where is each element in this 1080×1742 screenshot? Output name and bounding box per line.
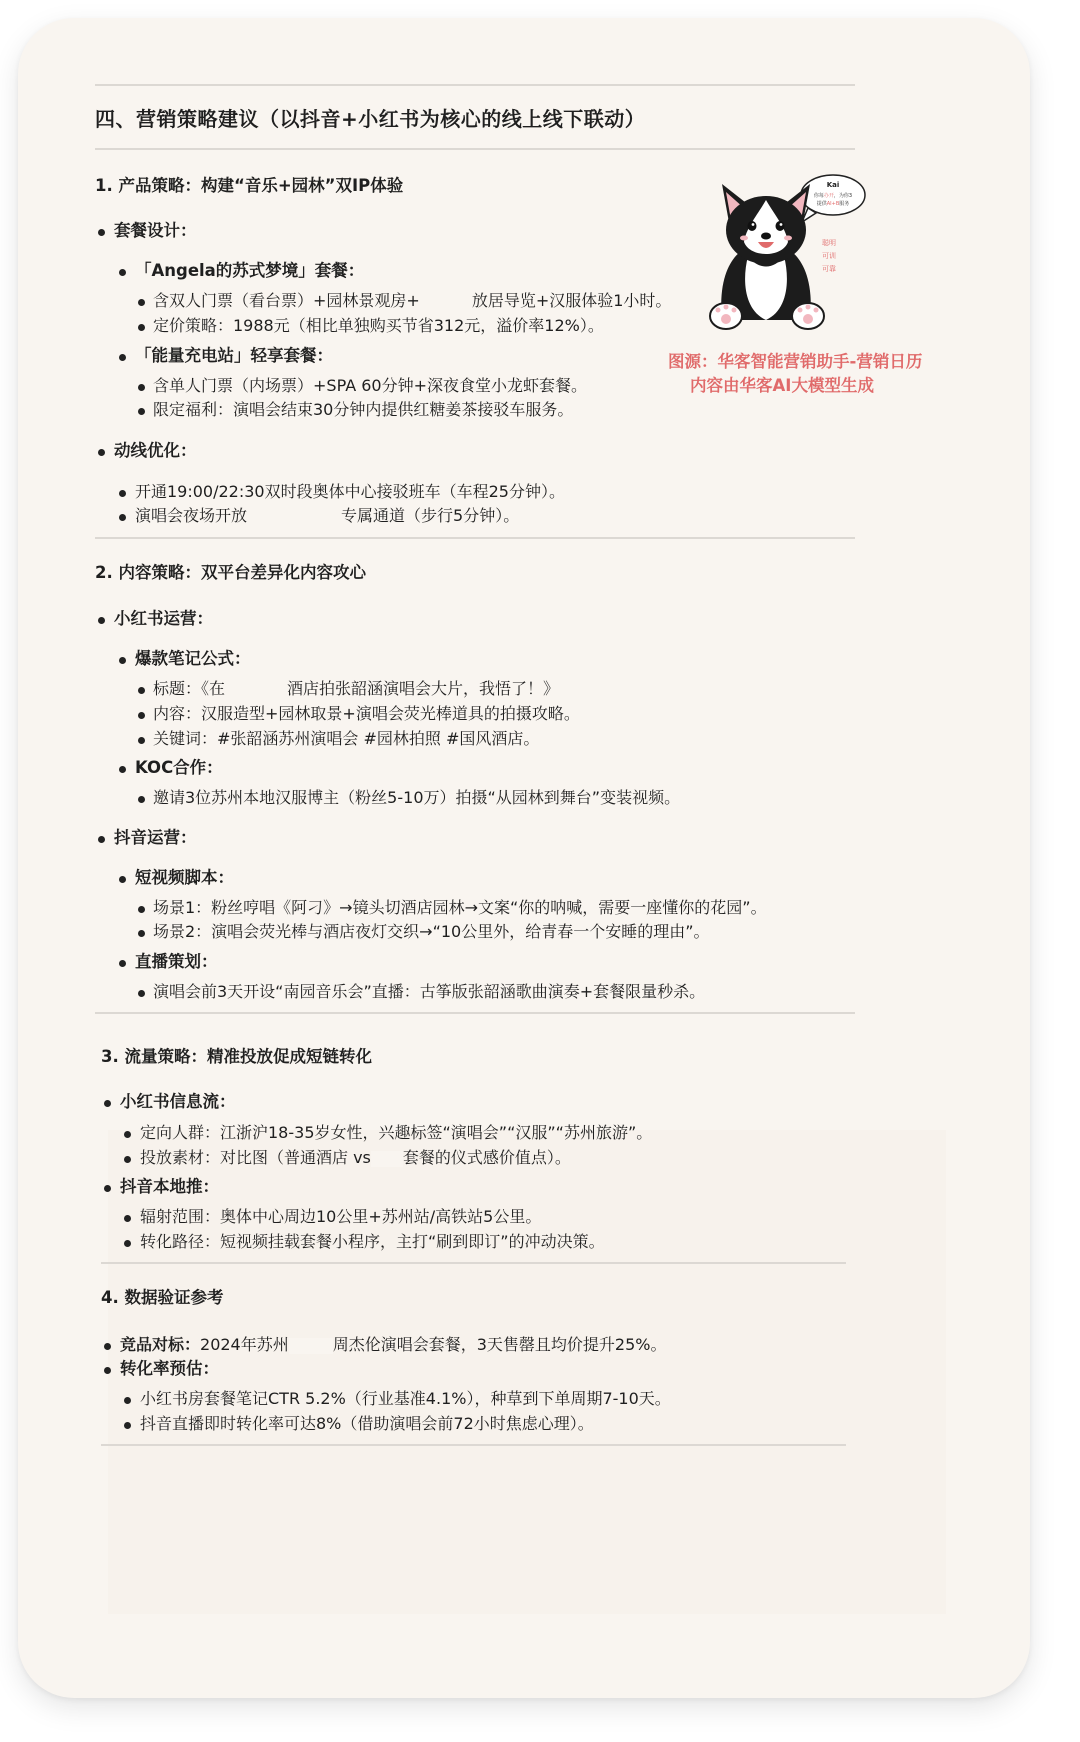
script-item-2: 场景2：演唱会荧光棒与酒店夜灯交织→“10公里外，给青春一个安睡的理由”。 [153,922,710,941]
divider [95,148,855,150]
package-b-title: 「能量充电站」轻享套餐： [135,346,333,365]
flow-item-1: 开通19:00/22:30双时段奥体中心接驳班车（车程25分钟）。 [135,482,565,501]
formula-item-2: 内容：汉服造型+园林取景+演唱会荧光棒道具的拍摄攻略。 [153,704,580,723]
script-title: 短视频脚本： [135,868,234,887]
douyin-local-item-1: 辐射范围：奥体中心周边10公里+苏州站/高铁站5公里。 [140,1207,542,1226]
bullet [138,906,145,913]
bubble-name: Kai [826,181,840,189]
script-item-1: 场景1：粉丝哼唱《阿刁》→镜头切酒店园林→文案“你的呐喊，需要一座懂你的花园”。 [153,898,767,917]
section-panel [108,1130,946,1614]
flow-title: 动线优化： [114,441,197,460]
bullet [138,990,145,997]
mascot-tag: 可训 [822,252,836,260]
bullet [138,737,145,744]
douyin-ops-title: 抖音运营： [114,828,197,847]
image-source-line-2: 内容由华客AI大模型生成 [690,376,874,395]
bullet [119,657,126,664]
formula-item-3: 关键词：#张韶涵苏州演唱会 #园林拍照 #国风酒店。 [153,729,540,748]
package-b-item-2: 限定福利：演唱会结束30分钟内提供红糖姜茶接驳车服务。 [153,400,574,419]
package-a-item-1: 含双人门票（看台票）+园林景观房+ 放居导览+汉服体验1小时。 [153,291,672,310]
bullet [124,1156,131,1163]
bubble-line-2: 提供AI+B服务 [816,201,850,207]
xhs-ops-title: 小红书运营： [114,609,213,628]
divider [101,1262,846,1264]
bullet [138,930,145,937]
bullet [104,1367,111,1374]
bullet [104,1100,111,1107]
bullet [138,299,145,306]
bullet [98,229,105,236]
bullet [138,384,145,391]
bullet [124,1215,131,1222]
bullet [104,1343,111,1350]
conversion-item-1: 小红书房套餐笔记CTR 5.2%（行业基准4.1%），种草到下单周期7-10天。 [140,1389,671,1408]
divider [95,1012,855,1014]
formula-title: 爆款笔记公式： [135,649,251,668]
conversion-item-2: 抖音直播即时转化率可达8%（借助演唱会前72小时焦虑心理）。 [140,1414,594,1433]
formula-item-1: 标题：《在 酒店拍张韶涵演唱会大片，我悟了！》 [153,679,560,698]
benchmark-item: 竞品对标：2024年苏州 周杰伦演唱会套餐，3天售罄且均价提升25%。 [120,1335,667,1354]
douyin-local-item-2: 转化路径：短视频挂载套餐小程序，主打“刷到即订”的冲动决策。 [140,1232,605,1251]
bubble-line-1: 你每办开，为你3 [813,193,853,199]
bullet [119,876,126,883]
bullet [138,796,145,803]
section-title-traffic: 3. 流量策略：精准投放促成短链转化 [101,1047,372,1066]
package-design-label: 套餐设计： [114,221,197,240]
divider [101,1444,846,1446]
live-title: 直播策划： [135,952,218,971]
image-source-line-1: 图源：华客智能营销助手-营销日历 [668,352,923,371]
section-title-content: 2. 内容策略：双平台差异化内容攻心 [95,563,366,582]
conversion-title: 转化率预估： [120,1359,219,1378]
mascot-dog-illustration [700,170,880,340]
page-title: 四、营销策略建议（以抖音+小红书为核心的线上线下联动） [95,107,646,131]
mascot-tag: 可靠 [822,265,836,273]
bullet [138,687,145,694]
bullet [138,408,145,415]
bullet [119,766,126,773]
bullet [124,1422,131,1429]
bullet [119,354,126,361]
bullet [119,514,126,521]
package-a-title: 「Angela的苏式梦境」套餐： [135,261,365,280]
douyin-local-title: 抖音本地推： [120,1177,219,1196]
mascot-tag: 聪明 [822,239,836,247]
bullet [98,617,105,624]
section-title-product: 1. 产品策略：构建“音乐+园林”双IP体验 [95,176,404,195]
koc-item-1: 邀请3位苏州本地汉服博主（粉丝5-10万）拍摄“从园林到舞台”变装视频。 [153,788,681,807]
bullet [124,1397,131,1404]
xhs-feed-title: 小红书信息流： [120,1092,236,1111]
bullet [124,1131,131,1138]
flow-item-2: 演唱会夜场开放 专属通道（步行5分钟）。 [135,506,520,525]
bullet [98,836,105,843]
bullet [138,712,145,719]
bullet [98,449,105,456]
package-a-item-2: 定价策略：1988元（相比单独购买节省312元，溢价率12%）。 [153,316,604,335]
bullet [119,269,126,276]
divider [95,84,855,86]
divider [95,537,855,539]
package-b-item-1: 含单人门票（内场票）+SPA 60分钟+深夜食堂小龙虾套餐。 [153,376,587,395]
koc-title: KOC合作： [135,758,223,777]
live-item-1: 演唱会前3天开设“南园音乐会”直播：古筝版张韶涵歌曲演奏+套餐限量秒杀。 [153,982,706,1001]
bullet [119,490,126,497]
section-title-data: 4. 数据验证参考 [101,1288,224,1307]
bullet [124,1240,131,1247]
bullet [104,1185,111,1192]
bullet [119,960,126,967]
xhs-feed-item-1: 定向人群：江浙沪18-35岁女性，兴趣标签“演唱会”“汉服”“苏州旅游”。 [140,1123,653,1142]
xhs-feed-item-2: 投放素材：对比图（普通酒店 vs 套餐的仪式感价值点）。 [140,1148,571,1167]
bullet [138,324,145,331]
